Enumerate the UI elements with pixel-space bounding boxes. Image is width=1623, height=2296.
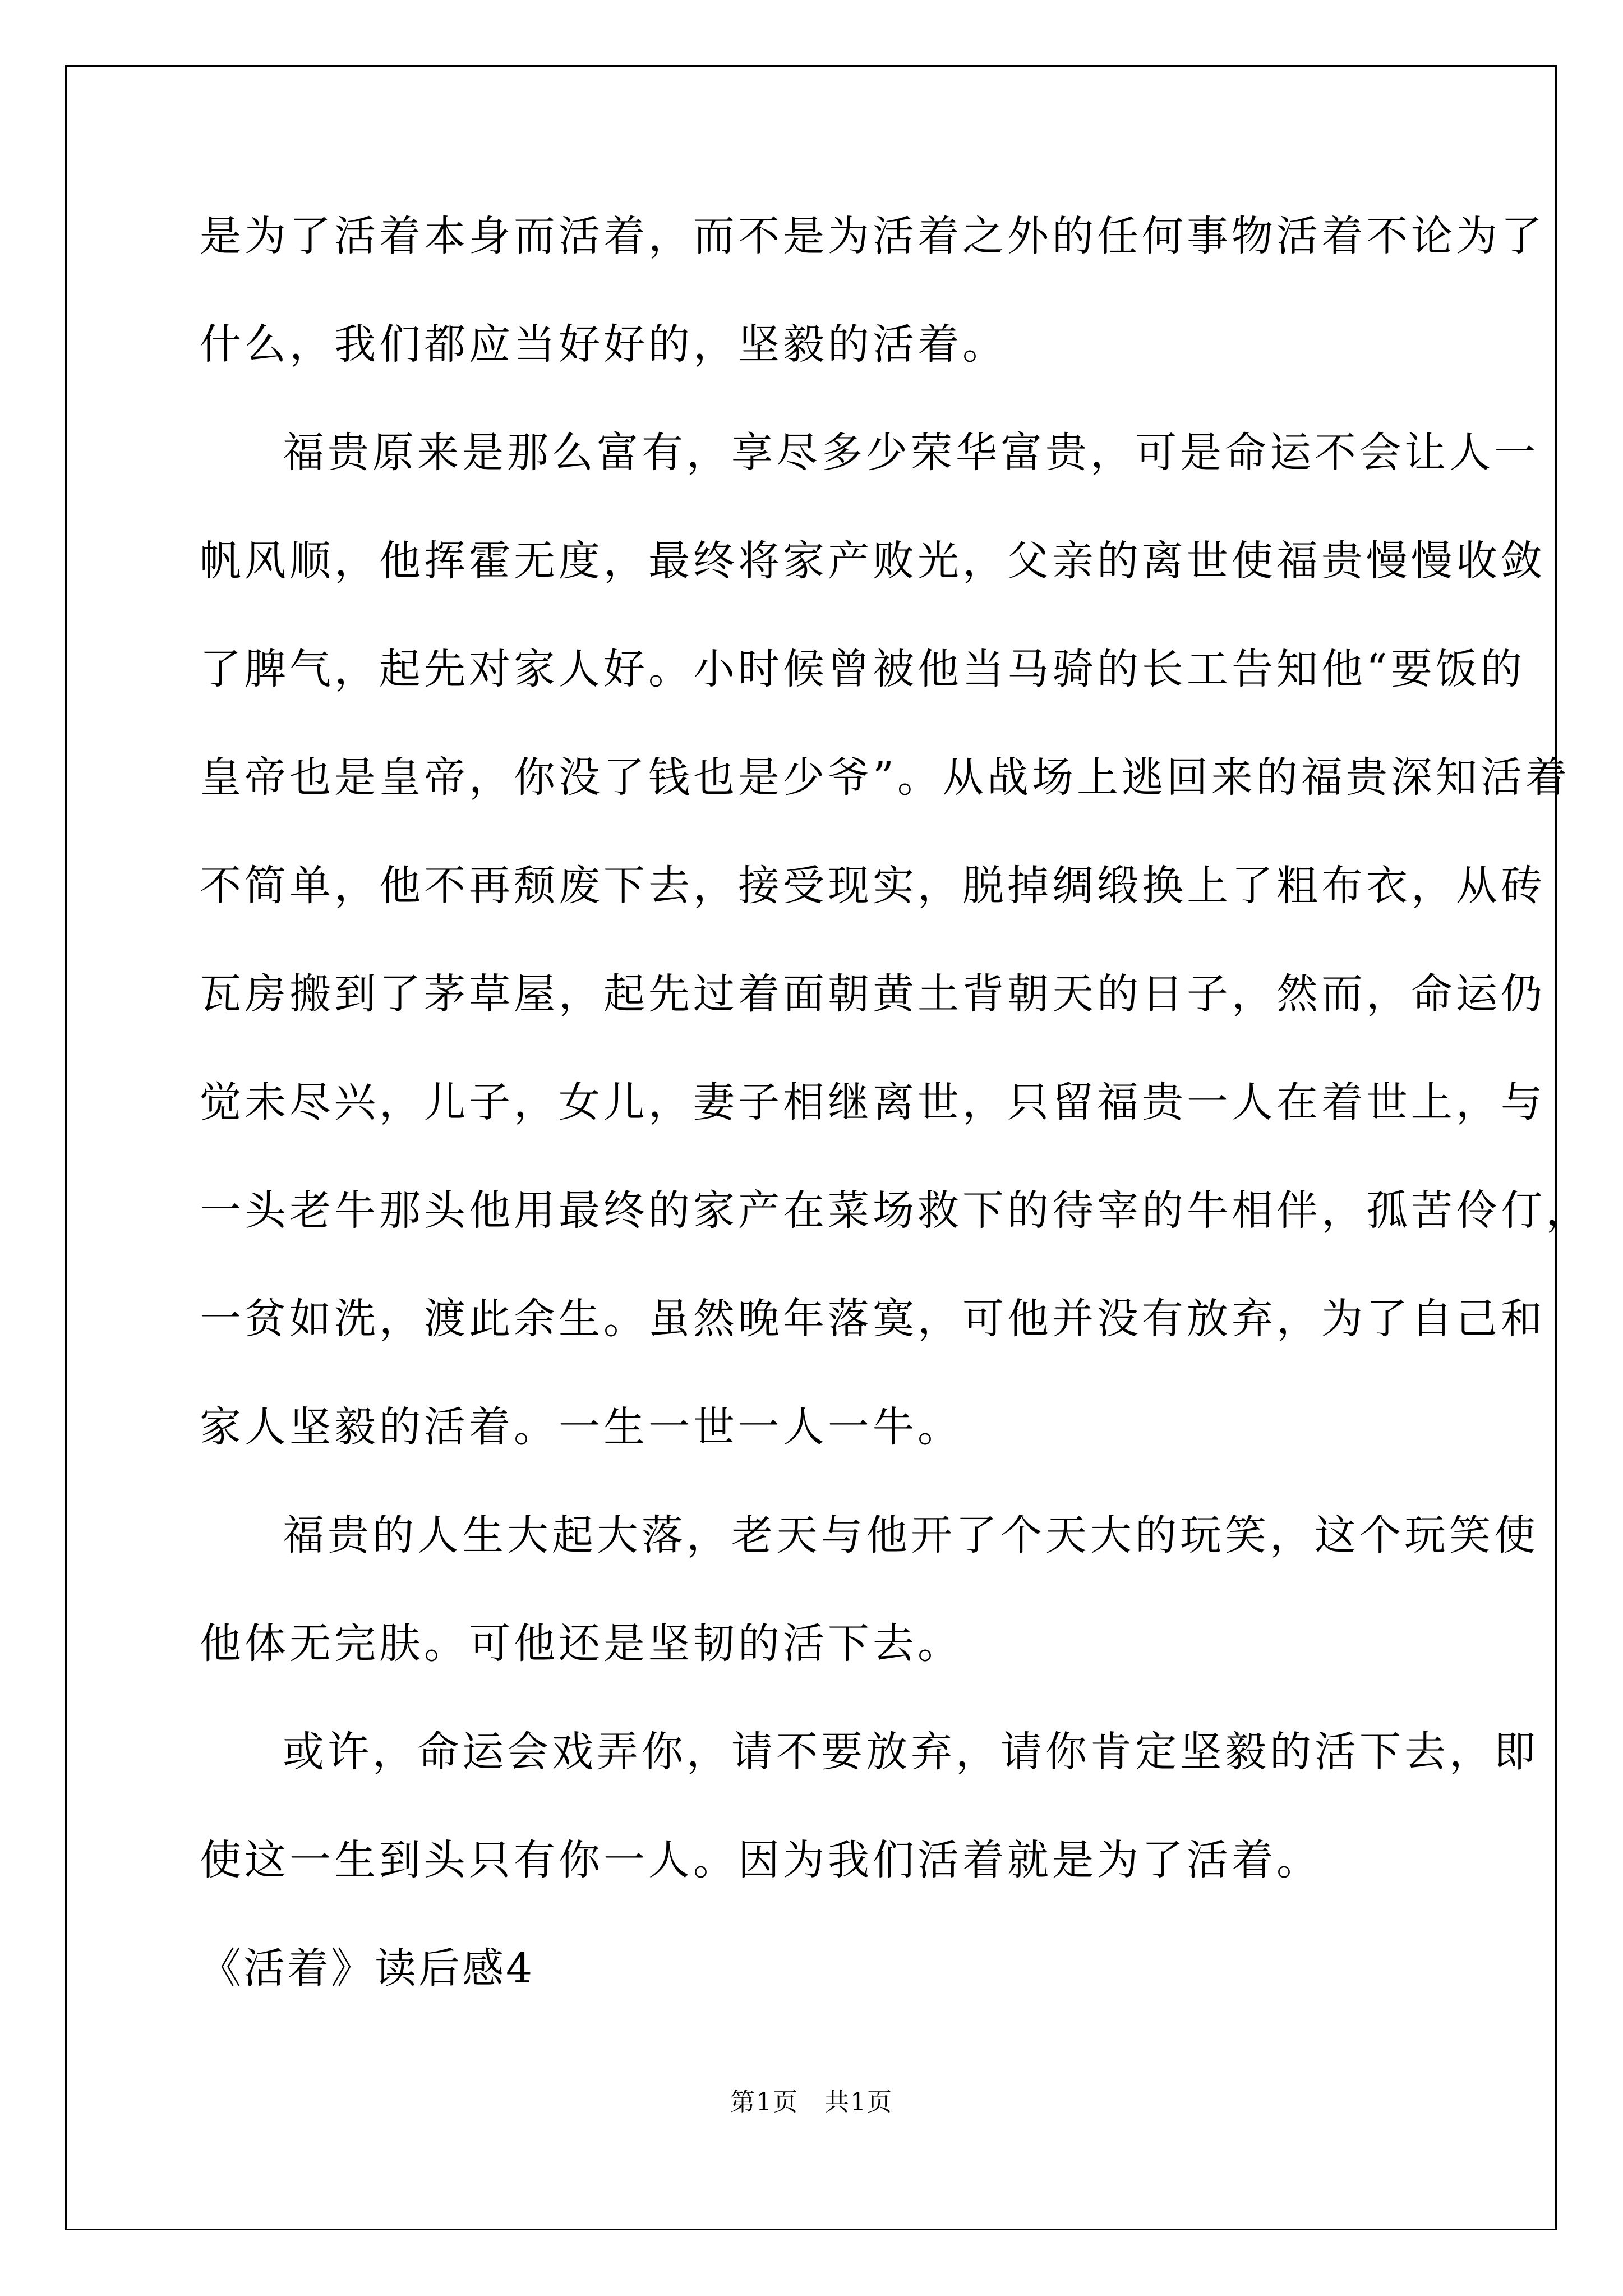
text-line: 皇帝也是皇帝，你没了钱也是少爷”。从战场上逃回来的福贵深知活着 — [200, 753, 1570, 802]
text-line: 使这一生到头只有你一人。因为我们活着就是为了活着。 — [200, 1836, 1321, 1884]
text-line: 了脾气，起先对家人好。小时候曾被他当马骑的长工告知他“要饭的 — [200, 645, 1525, 693]
paragraph-start-line: 福贵的人生大起大落，老天与他开了个天大的玩笑，这个玩笑使 — [283, 1511, 1539, 1559]
text-line: 家人坚毅的活着。一生一世一人一牛。 — [200, 1403, 962, 1451]
text-line: 一贫如洗，渡此余生。虽然晚年落寞，可他并没有放弃，为了自己和 — [200, 1295, 1546, 1343]
paragraph-start-line: 或许，命运会戏弄你，请不要放弃，请你肯定坚毅的活下去，即 — [283, 1728, 1539, 1776]
page-number-footer: 第1页 共1页 — [730, 2088, 893, 2116]
text-line: 觉未尽兴，儿子，女儿，妻子相继离世，只留福贵一人在着世上，与 — [200, 1078, 1546, 1126]
text-line: 什么，我们都应当好好的，坚毅的活着。 — [200, 320, 1007, 369]
text-line: 不简单，他不再颓废下去，接受现实，脱掉绸缎换上了粗布衣，从砖 — [200, 862, 1546, 910]
text-line: 一头老牛那头他用最终的家产在菜场救下的待宰的牛相伴，孤苦伶仃， — [200, 1186, 1590, 1235]
paragraph-start-line: 福贵原来是那么富有，享尽多少荣华富贵，可是命运不会让人一 — [283, 429, 1539, 477]
text-line: 瓦房搬到了茅草屋，起先过着面朝黄土背朝天的日子，然而，命运仍 — [200, 970, 1546, 1018]
section-heading: 《活着》读后感4 — [200, 1944, 535, 1993]
text-line: 帆风顺，他挥霍无度，最终将家产败光，父亲的离世使福贵慢慢收敛 — [200, 537, 1546, 585]
text-line: 是为了活着本身而活着，而不是为活着之外的任何事物活着不论为了 — [200, 212, 1546, 260]
document-body — [200, 212, 1590, 1993]
text-line: 他体无完肤。可他还是坚韧的活下去。 — [200, 1619, 962, 1668]
